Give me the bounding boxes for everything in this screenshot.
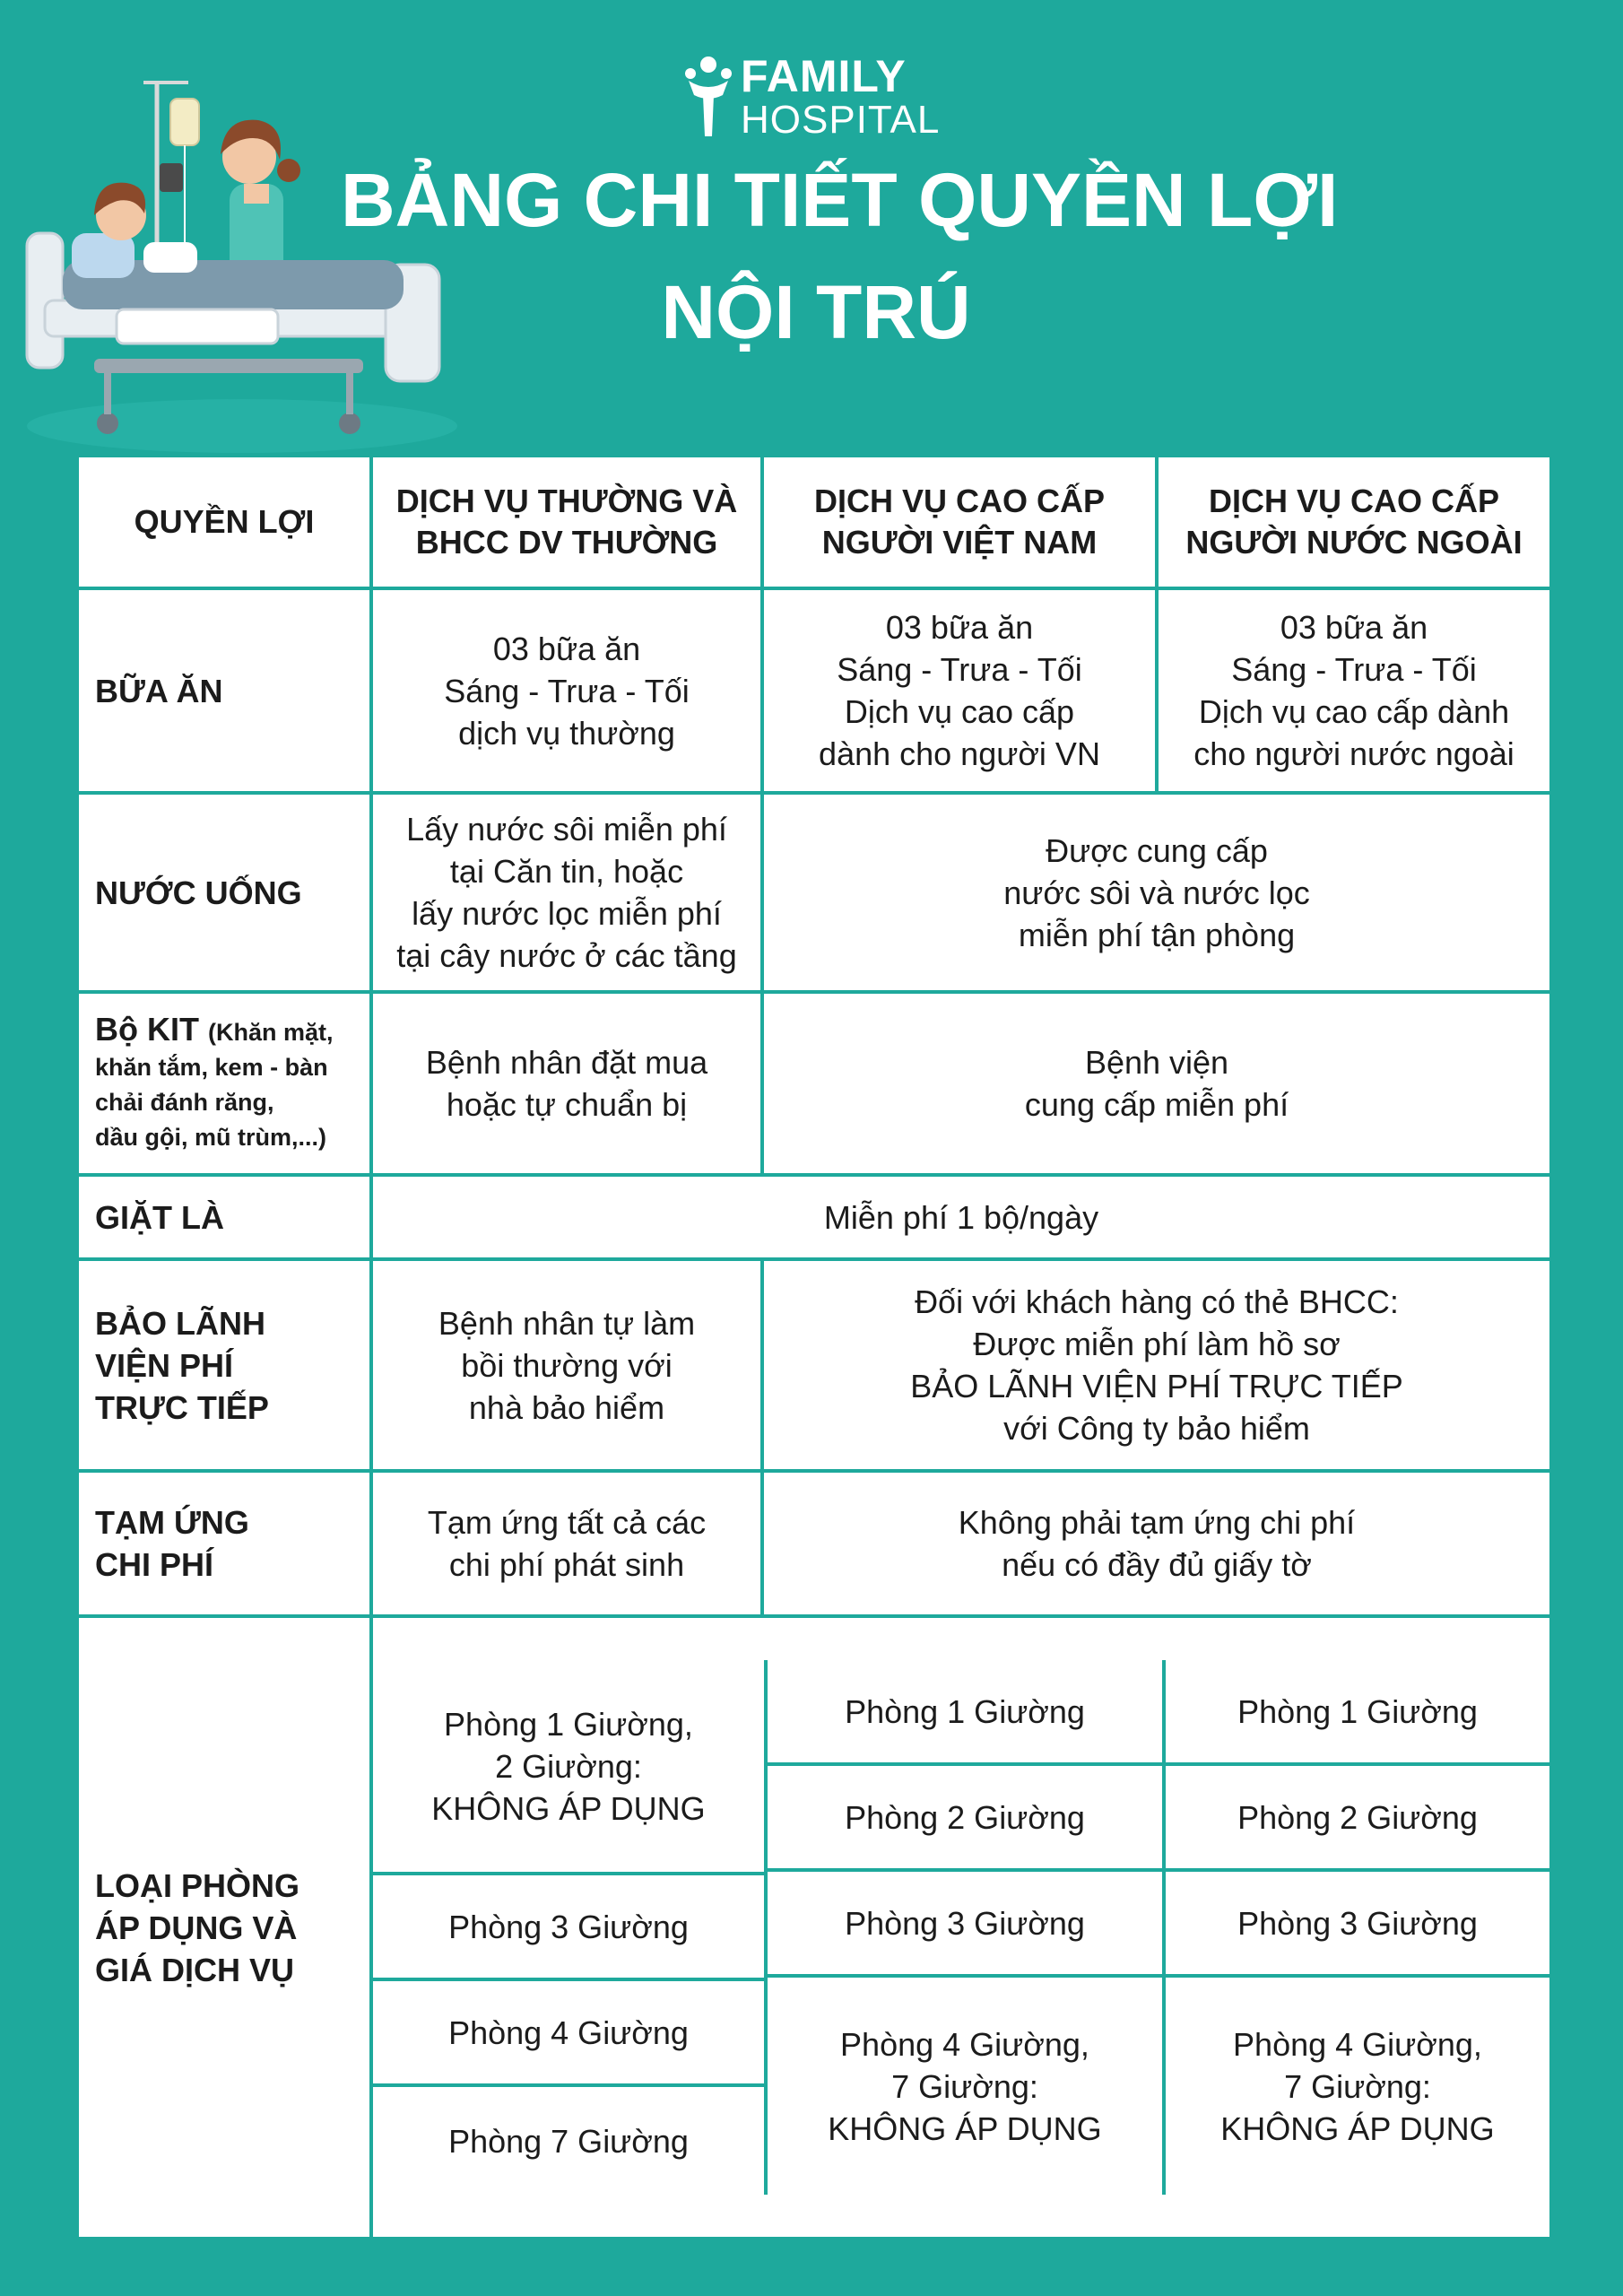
header-cell: DỊCH VỤ CAO CẤP NGƯỜI NƯỚC NGOÀI: [1157, 456, 1551, 588]
page-subtitle: NỘI TRÚ: [661, 270, 971, 354]
table-cell: 03 bữa ăn Sáng - Trưa - Tối Dịch vụ cao cấp dành cho người nước ngoài: [1157, 588, 1551, 793]
row-label: BẢO LÃNH VIỆN PHÍ TRỰC TIẾP: [77, 1259, 371, 1471]
table-row: [77, 1471, 1551, 1616]
logo-line-1: FAMILY: [741, 50, 907, 101]
table-row: [77, 588, 1551, 793]
page-title: BẢNG CHI TIẾT QUYỀN LỢI: [341, 158, 1339, 242]
kit-label-note: (Khăn mặt, khăn tắm, kem - bàn chải đánh răng, dầu gội, mũ trùm,...): [95, 1019, 334, 1151]
room-cell: Phòng 4 Giường, 7 Giường: KHÔNG ÁP DỤNG: [1220, 2025, 1495, 2147]
room-cell: Phòng 1 Giường: [1166, 1660, 1549, 1766]
room-cell: Phòng 7 Giường: [448, 2122, 689, 2160]
room-cell: Phòng 3 Giường: [373, 1875, 764, 1981]
rooms-normal-column: [373, 1660, 768, 2195]
table-cell: 03 bữa ăn Sáng - Trưa - Tối dịch vụ thường: [371, 588, 762, 793]
table-row: [77, 992, 1551, 1175]
table-cell: Bệnh nhân đặt mua hoặc tự chuẩn bị: [371, 992, 762, 1175]
rooms-vn-column: [768, 1660, 1166, 2195]
rooms-subgrid: [371, 1616, 1551, 2239]
rooms-foreign-column: [1166, 1660, 1549, 2195]
table-row: [77, 1616, 1551, 2239]
table-cell: Tạm ứng tất cả các chi phí phát sinh: [371, 1471, 762, 1616]
table-cell: Đối với khách hàng có thẻ BHCC: Được miễn phí làm hồ sơ BẢO LÃNH VIỆN PHÍ TRỰC TIẾP với Công ty bảo hiểm: [762, 1259, 1551, 1471]
nurse-patient-illustration: [9, 72, 457, 457]
header-cell: QUYỀN LỢI: [77, 456, 371, 588]
table-cell: Được cung cấp nước sôi và nước lọc miễn phí tận phòng: [762, 793, 1551, 992]
family-people-icon: [683, 54, 733, 139]
table-cell: Bệnh viện cung cấp miễn phí: [762, 992, 1551, 1175]
hospital-logo: [683, 50, 952, 142]
room-cell: Phòng 3 Giường: [768, 1872, 1162, 1978]
table-cell: 03 bữa ăn Sáng - Trưa - Tối Dịch vụ cao cấp dành cho người VN: [762, 588, 1157, 793]
room-cell: Phòng 2 Giường: [1166, 1766, 1549, 1872]
row-label: LOẠI PHÒNG ÁP DỤNG VÀ GIÁ DỊCH VỤ: [77, 1616, 371, 2239]
logo-line-2: HOSPITAL: [741, 97, 941, 142]
row-label: GIẶT LÀ: [77, 1175, 371, 1259]
kit-label: Bộ KIT: [95, 1011, 199, 1048]
row-label: [77, 992, 371, 1175]
table-cell: Không phải tạm ứng chi phí nếu có đầy đủ giấy tờ: [762, 1471, 1551, 1616]
header-cell: DỊCH VỤ CAO CẤP NGƯỜI VIỆT NAM: [762, 456, 1157, 588]
header-cell: DỊCH VỤ THƯỜNG VÀ BHCC DV THƯỜNG: [371, 456, 762, 588]
row-label: BỮA ĂN: [77, 588, 371, 793]
room-cell: Phòng 1 Giường: [768, 1660, 1162, 1766]
room-cell: Phòng 2 Giường: [768, 1766, 1162, 1872]
table-row: [77, 793, 1551, 992]
table-header-row: [77, 456, 1551, 588]
benefits-table: [75, 454, 1549, 2160]
room-cell: Phòng 1 Giường, 2 Giường: KHÔNG ÁP DỤNG: [373, 1660, 764, 1875]
table-row: [77, 1259, 1551, 1471]
row-label: NƯỚC UỐNG: [77, 793, 371, 992]
table-cell: Lấy nước sôi miễn phí tại Căn tin, hoặc lấy nước lọc miễn phí tại cây nước ở các tầng: [371, 793, 762, 992]
room-cell: Phòng 4 Giường, 7 Giường: KHÔNG ÁP DỤNG: [828, 2025, 1102, 2147]
table-cell: Bệnh nhân tự làm bồi thường với nhà bảo hiểm: [371, 1259, 762, 1471]
room-cell: Phòng 4 Giường: [373, 1981, 764, 2087]
room-cell: Phòng 3 Giường: [1166, 1872, 1549, 1978]
table-cell: Miễn phí 1 bộ/ngày: [371, 1175, 1551, 1259]
table-row: [77, 1175, 1551, 1259]
row-label: TẠM ỨNG CHI PHÍ: [77, 1471, 371, 1616]
